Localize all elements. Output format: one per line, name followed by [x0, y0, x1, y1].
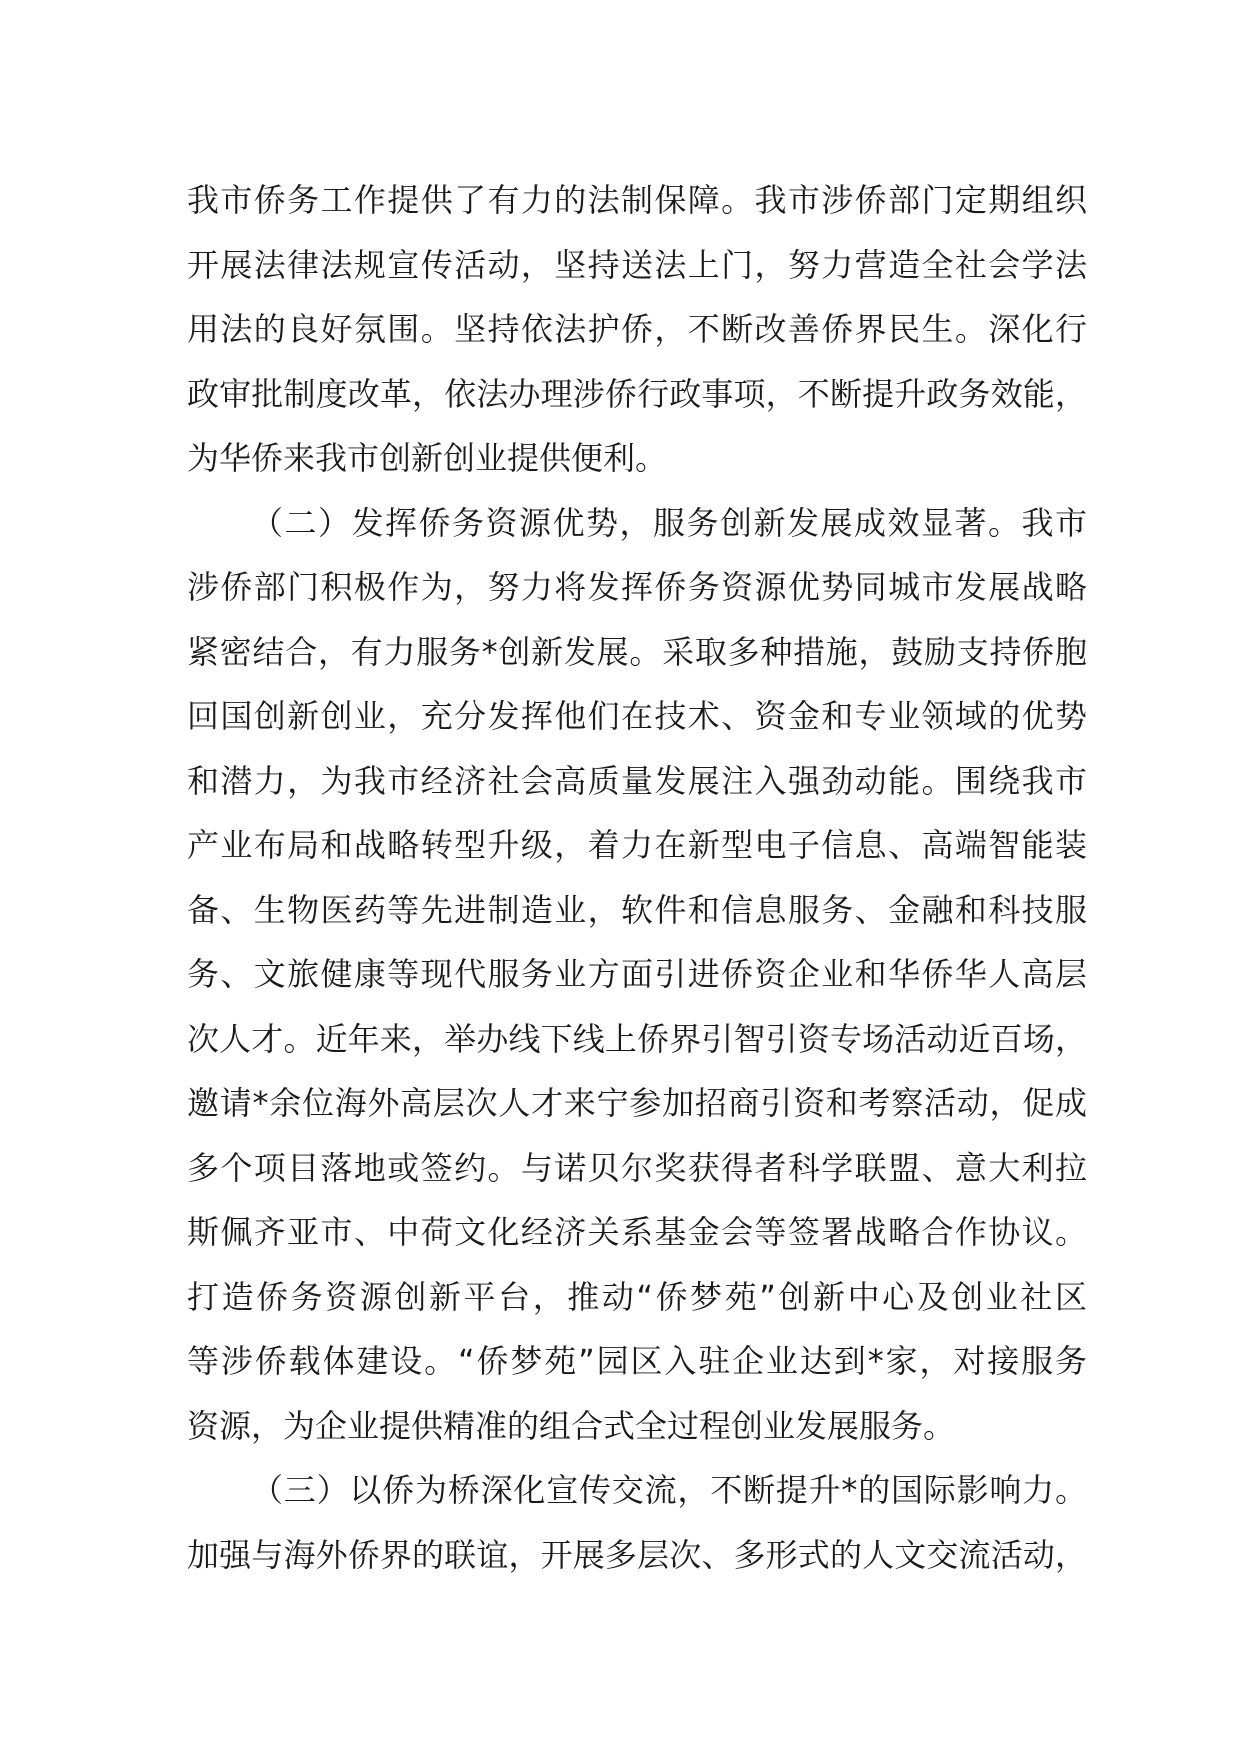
text-line: 政审批制度改革，依法办理涉侨行政事项，不断提升政务效能， — [187, 374, 1087, 413]
text-line: 邀请*余位海外高层次人才来宁参加招商引资和考察活动，促成 — [187, 1084, 1087, 1122]
text-line: 资源，为企业提供精准的组合式全过程创业发展服务。 — [187, 1406, 956, 1445]
text-line: 为华侨来我市创新创业提供便利。 — [187, 439, 668, 477]
text-line: 备、生物医药等先进制造业，软件和信息服务、金融和科技服 — [187, 890, 1087, 929]
text-line: 我市侨务工作提供了有力的法制保障。我市涉侨部门定期组织 — [187, 181, 1087, 219]
text-line: 多个项目落地或签约。与诺贝尔奖获得者科学联盟、意大利拉 — [187, 1148, 1087, 1187]
text-line: 加强与海外侨界的联谊，开展多层次、多形式的人文交流活动， — [187, 1535, 1087, 1574]
text-line: （三）以侨为桥深化宣传交流，不断提升*的国际影响力。 — [251, 1471, 1087, 1509]
text-line: 回国创新创业，充分发挥他们在技术、资金和专业领域的优势 — [187, 697, 1087, 735]
text-line: 次人才。近年来，举办线下线上侨界引智引资专场活动近百场， — [187, 1019, 1087, 1058]
text-line: 开展法律法规宣传活动，坚持送法上门，努力营造全社会学法 — [187, 245, 1087, 284]
text-line: 务、文旅健康等现代服务业方面引进侨资企业和华侨华人高层 — [187, 955, 1087, 993]
text-line: （二）发挥侨务资源优势，服务创新发展成效显著。我市 — [251, 503, 1087, 542]
text-line: 紧密结合，有力服务*创新发展。采取多种措施，鼓励支持侨胞 — [187, 632, 1087, 671]
text-line: 打造侨务资源创新平台，推动“侨梦苑”创新中心及创业社区 — [187, 1277, 1087, 1316]
text-line: 斯佩齐亚市、中荷文化经济关系基金会等签署战略合作协议。 — [187, 1213, 1087, 1251]
text-line: 涉侨部门积极作为，努力将发挥侨务资源优势同城市发展战略 — [187, 568, 1087, 606]
text-line: 等涉侨载体建设。“侨梦苑”园区入驻企业达到*家，对接服务 — [187, 1342, 1087, 1380]
text-line: 用法的良好氛围。坚持依法护侨，不断改善侨界民生。深化行 — [187, 310, 1087, 348]
text-line: 和潜力，为我市经济社会高质量发展注入强劲动能。围绕我市 — [187, 761, 1087, 800]
text-line: 产业布局和战略转型升级，着力在新型电子信息、高端智能装 — [187, 826, 1087, 864]
body-text — [187, 168, 1087, 1587]
